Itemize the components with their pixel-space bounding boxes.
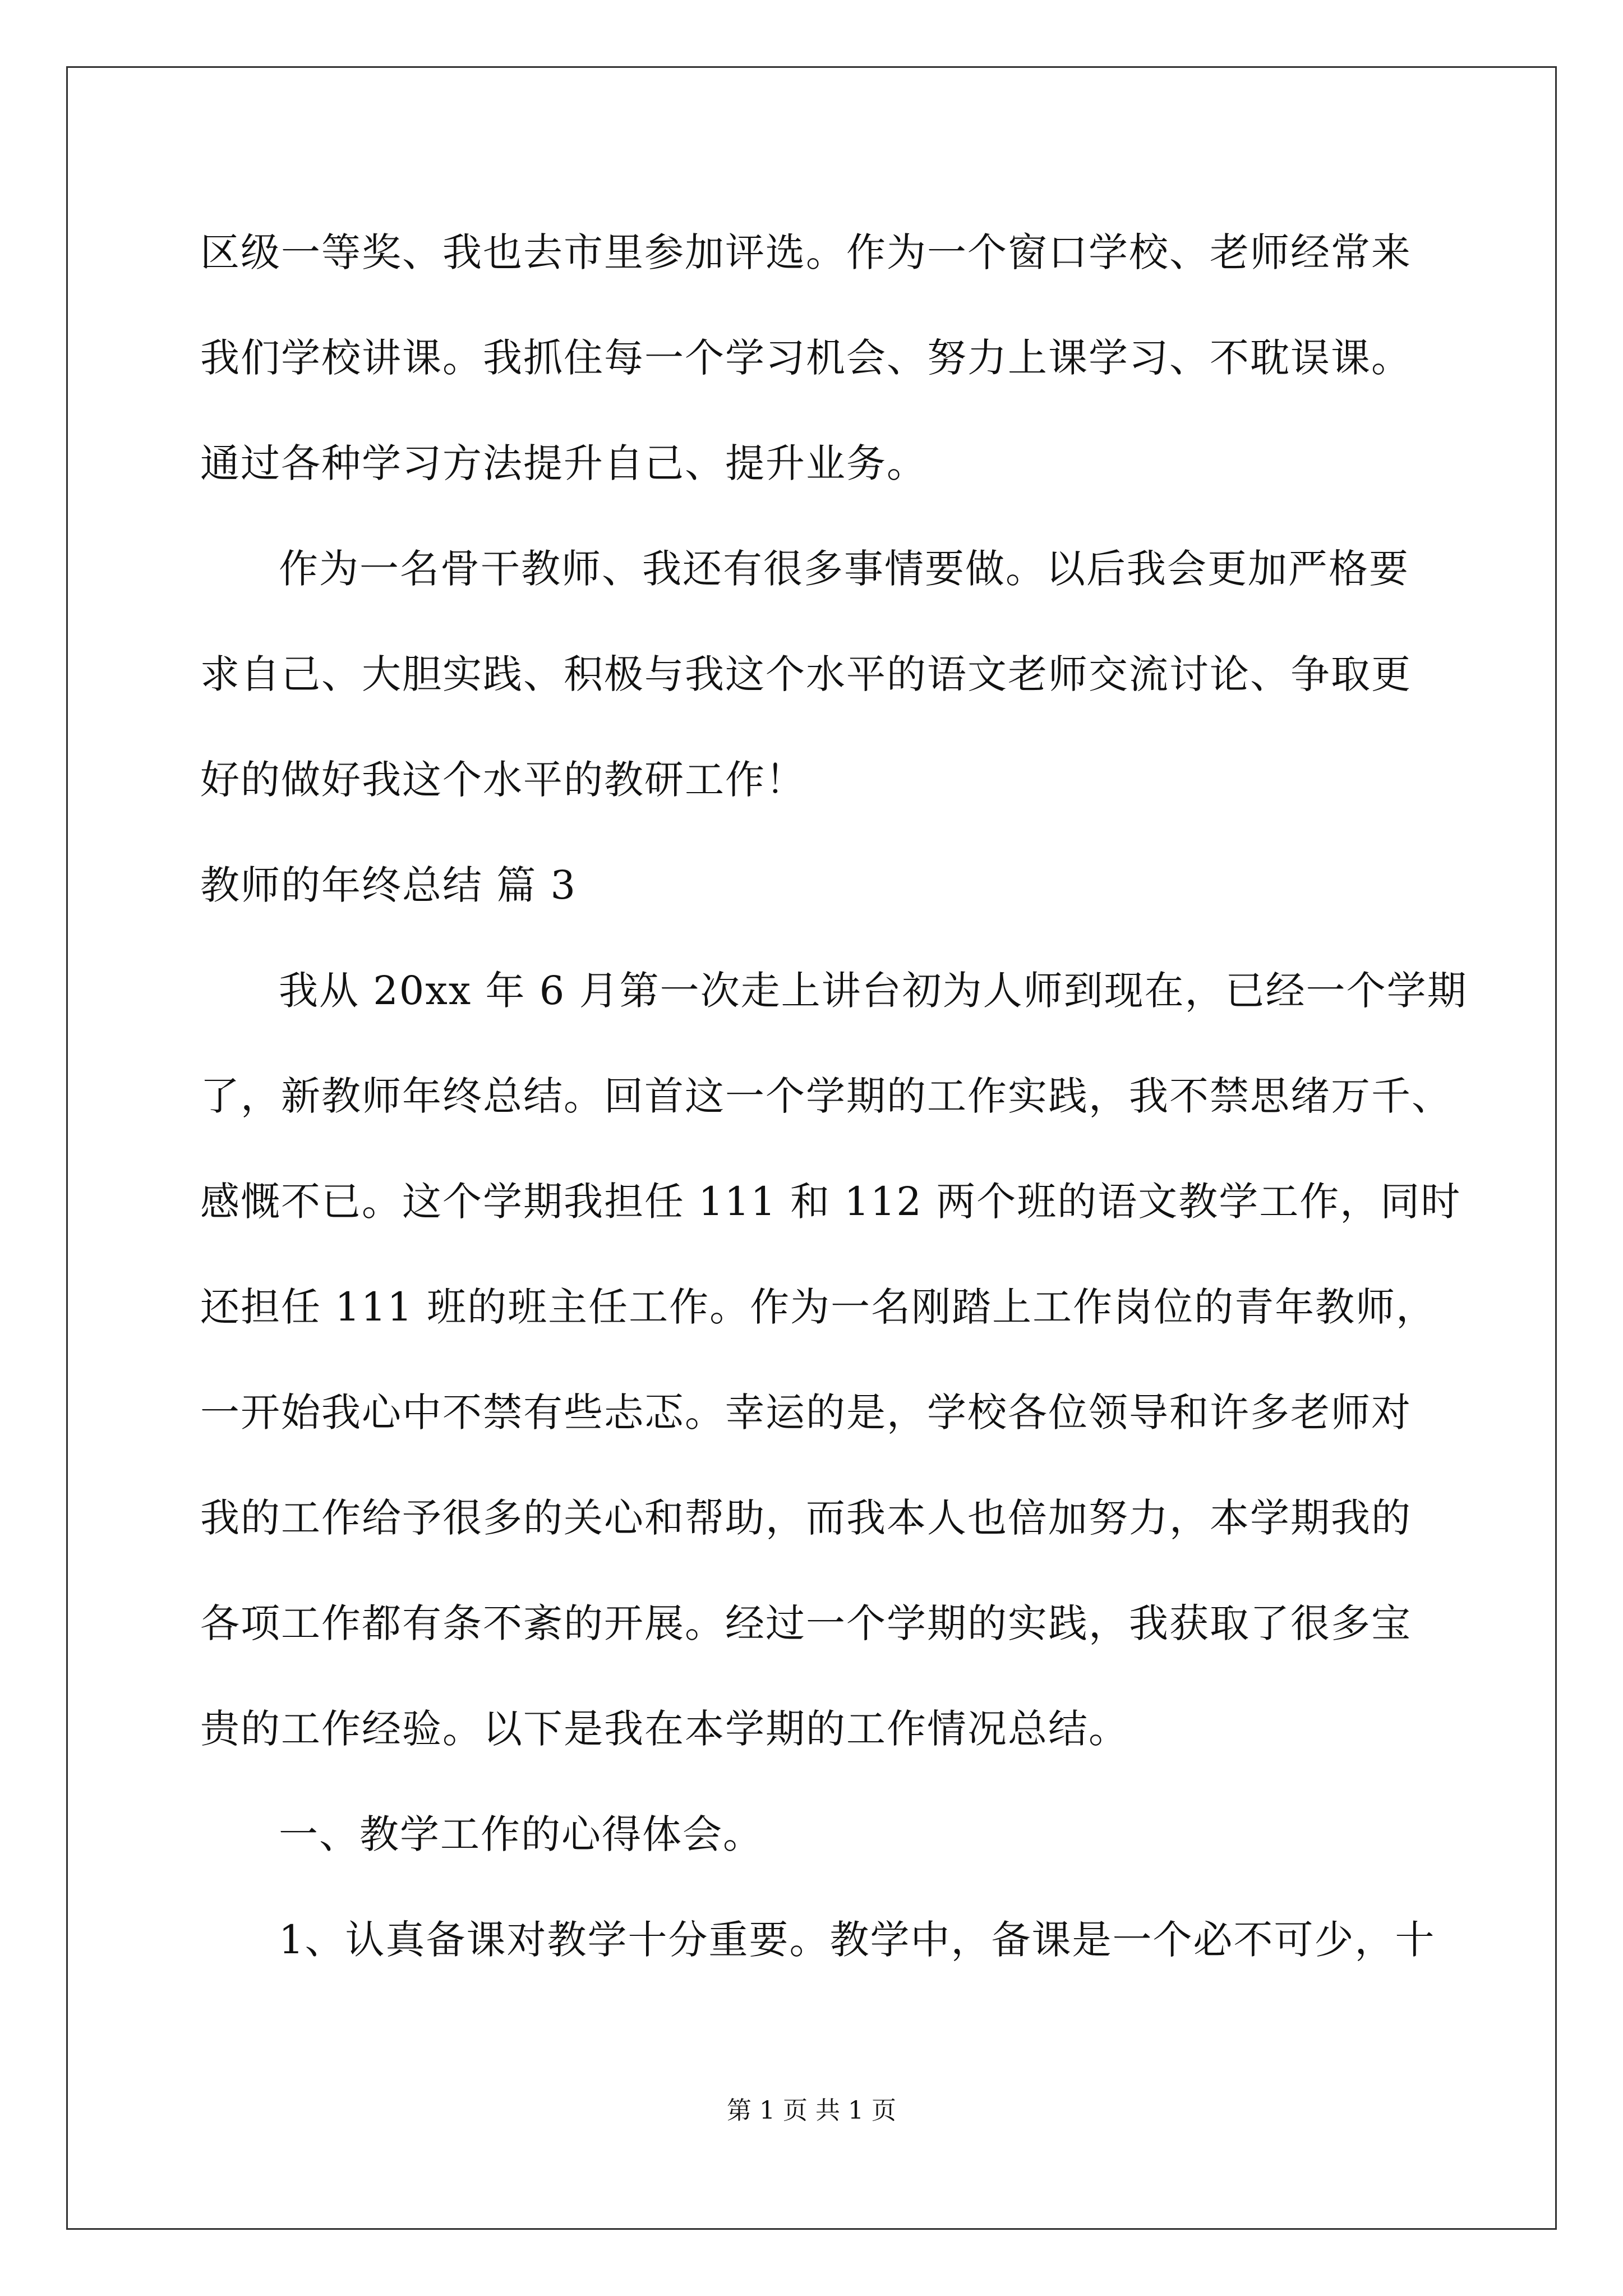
paragraph-line: 各项工作都有条不紊的开展。经过一个学期的实践，我获取了很多宝: [200, 1600, 1412, 1646]
paragraph-line: 我从 20xx 年 6 月第一次走上讲台初为人师到现在，已经一个学期: [279, 968, 1468, 1014]
paragraph-line: 求自己、大胆实践、积极与我这个水平的语文老师交流讨论、争取更: [200, 651, 1412, 697]
paragraph-line: 我的工作给予很多的关心和帮助，而我本人也倍加努力，本学期我的: [200, 1495, 1412, 1541]
paragraph-line: 贵的工作经验。以下是我在本学期的工作情况总结。: [200, 1706, 1129, 1752]
paragraph-line: 作为一名骨干教师、我还有很多事情要做。以后我会更加严格要: [279, 546, 1409, 592]
page-footer: 第 1 页 共 1 页: [727, 2096, 896, 2125]
paragraph-line: 还担任 111 班的班主任工作。作为一名刚踏上工作岗位的青年教师，: [200, 1284, 1437, 1330]
paragraph-line: 一开始我心中不禁有些忐忑。幸运的是，学校各位领导和许多老师对: [200, 1389, 1412, 1435]
paragraph-line: 感慨不已。这个学期我担任 111 和 112 两个班的语文教学工作，同时: [200, 1179, 1461, 1225]
page-border: [66, 66, 1557, 2230]
paragraph-line: 区级一等奖、我也去市里参加评选。作为一个窗口学校、老师经常来: [200, 229, 1412, 275]
paragraph-line: 我们学校讲课。我抓住每一个学习机会、努力上课学习、不耽误课。: [200, 335, 1412, 381]
paragraph-line: 1、认真备课对教学十分重要。教学中，备课是一个必不可少，十: [279, 1917, 1436, 1963]
paragraph-line: 了，新教师年终总结。回首这一个学期的工作实践，我不禁思绪万千、: [200, 1073, 1452, 1119]
section-heading: 教师的年终总结 篇 3: [200, 862, 577, 908]
subsection-heading: 一、教学工作的心得体会。: [279, 1811, 763, 1857]
paragraph-line: 好的做好我这个水平的教研工作！: [200, 757, 806, 803]
paragraph-line: 通过各种学习方法提升自己、提升业务。: [200, 440, 927, 486]
